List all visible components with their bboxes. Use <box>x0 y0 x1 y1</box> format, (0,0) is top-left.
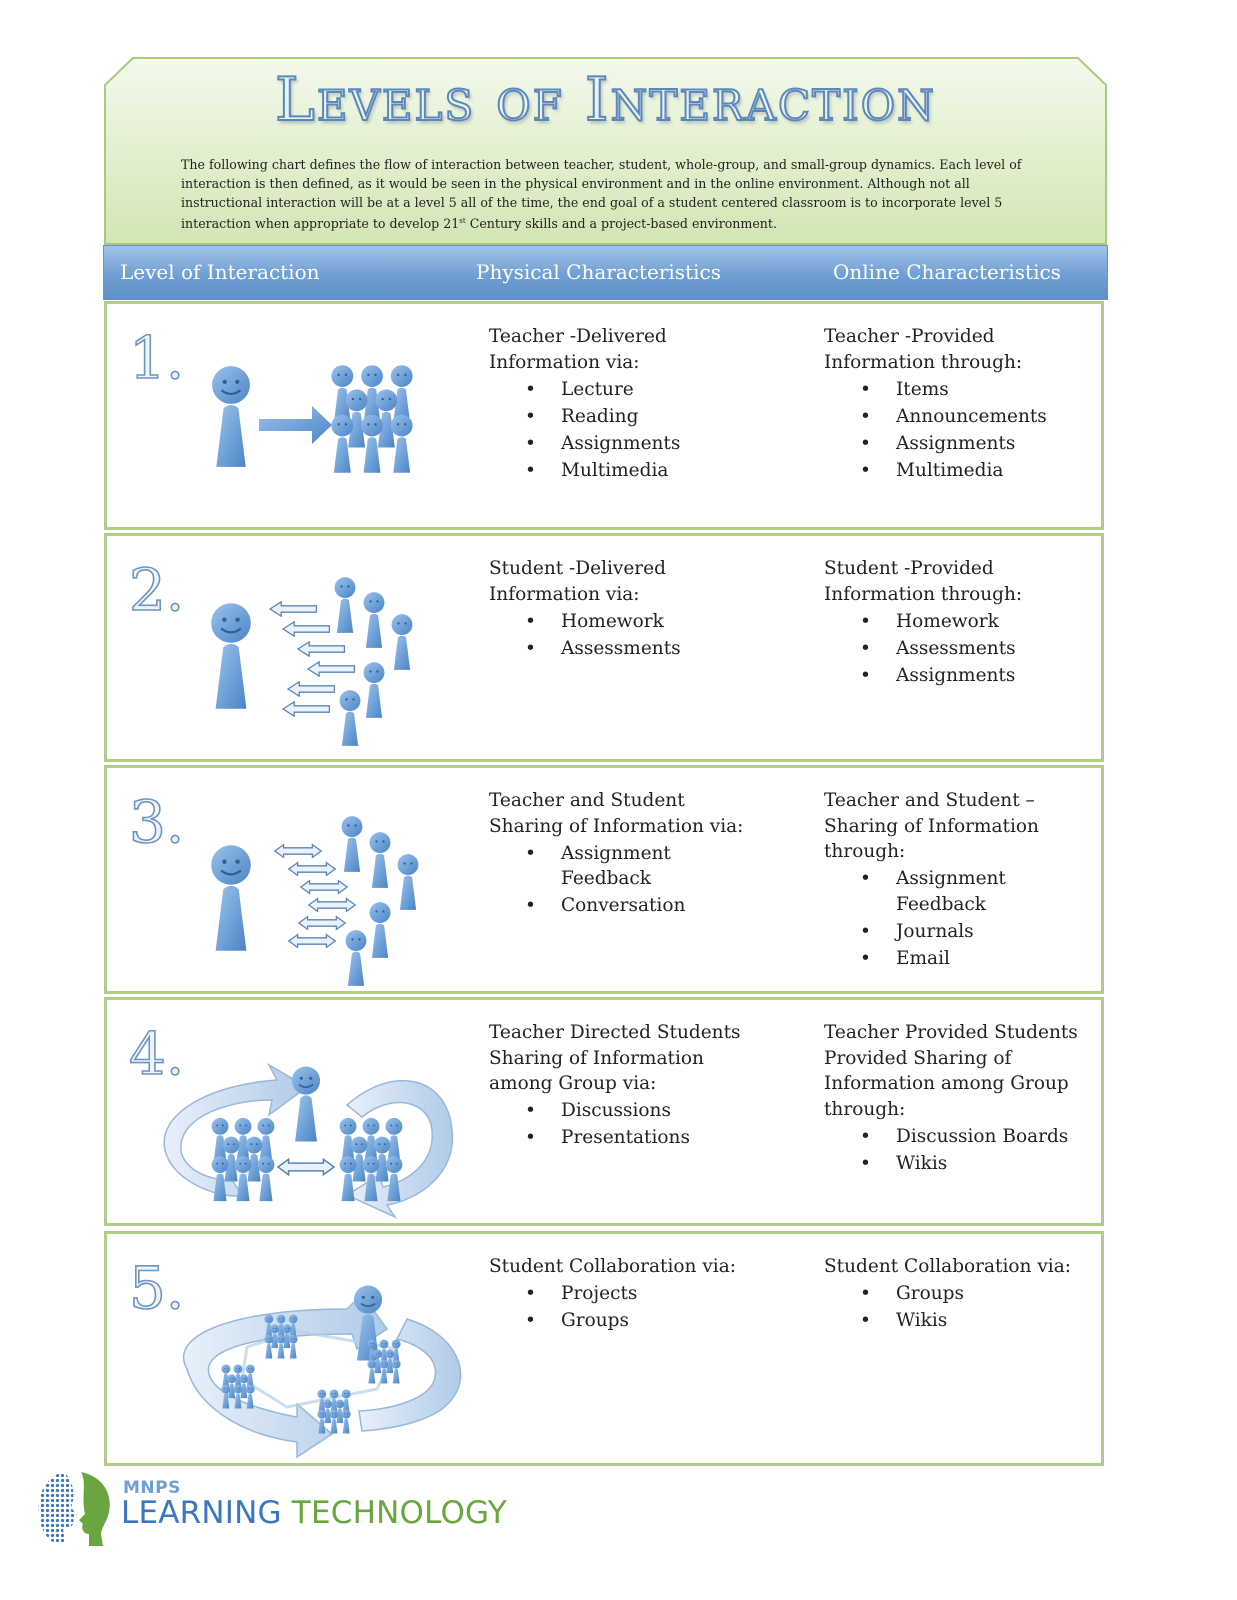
list-item: • Assignments <box>824 431 1094 457</box>
online-characteristics <box>824 324 1094 483</box>
level-number: 2. <box>129 556 185 624</box>
list-item: • Assignments <box>489 431 779 457</box>
intro-paragraph: The following chart defines the flow of interaction between teacher, student, whole-group, and small-group dynamics. Each level of interaction is then defined, as it would be seen in the physical environment and in the online environment. Although not all instructional interaction will be at a level 5 all of the time, the end goal of a student centered classroom is to incorporate level 5 interaction when appropriate to develop 21st Century skills and a project-based environment. <box>181 157 1022 232</box>
level-number: 1. <box>129 324 185 392</box>
list-item: • Multimedia <box>489 458 779 484</box>
column-header-bar <box>103 245 1108 300</box>
physical-characteristics <box>489 1254 779 1334</box>
physical-heading: Student Collaboration via: <box>489 1256 736 1277</box>
list-item: • Reading <box>489 404 779 430</box>
teacher-to-class-illustration <box>147 309 447 524</box>
list-item: • Assessments <box>824 636 1094 662</box>
physical-heading: Teacher -Delivered Information via: <box>489 326 667 373</box>
students-to-teacher-illustration <box>147 541 447 761</box>
online-characteristics <box>824 1254 1094 1334</box>
list-item: • Homework <box>489 609 779 635</box>
list-item: • Presentations <box>489 1125 779 1151</box>
page-title: Levels of Interaction <box>275 65 936 135</box>
list-item: • Lecture <box>489 377 779 403</box>
list-item: • Conversation <box>489 893 779 919</box>
list-item: • Multimedia <box>824 458 1094 484</box>
online-heading: Student -Provided Information through: <box>824 558 1023 605</box>
list-item: • Assessments <box>489 636 779 662</box>
level-row-1 <box>104 301 1104 530</box>
list-item: • Announcements <box>824 404 1094 430</box>
column-header-online: Online Characteristics <box>833 260 1061 284</box>
logo-mnps-text: MNPS <box>123 1478 181 1498</box>
teacher-student-exchange-illustration <box>147 773 447 993</box>
student-collaboration-illustration <box>147 1239 477 1464</box>
online-heading: Teacher Provided Students Provided Sharing of Information among Group through: <box>824 1022 1078 1120</box>
list-item: • Discussion Boards <box>824 1124 1094 1150</box>
physical-characteristics <box>489 788 779 919</box>
list-item: • Groups <box>489 1308 779 1334</box>
level-row-5 <box>104 1231 1104 1466</box>
list-item: • Email <box>824 946 1094 972</box>
list-item: • Assignment Feedback <box>824 866 1094 917</box>
list-item: • Groups <box>824 1281 1094 1307</box>
mnps-learning-technology-logo <box>35 1468 515 1548</box>
level-number: 3. <box>129 788 185 856</box>
level-row-2 <box>104 533 1104 762</box>
column-header-level: Level of Interaction <box>120 260 320 284</box>
level-number: 4. <box>129 1020 185 1088</box>
group-sharing-illustration <box>147 1005 467 1225</box>
physical-heading: Teacher and Student Sharing of Information via: <box>489 790 744 837</box>
title-banner <box>103 57 1108 245</box>
list-item: • Projects <box>489 1281 779 1307</box>
list-item: • Discussions <box>489 1098 779 1124</box>
physical-heading: Student -Delivered Information via: <box>489 558 666 605</box>
online-characteristics <box>824 1020 1094 1176</box>
physical-characteristics <box>489 556 779 661</box>
online-heading: Student Collaboration via: <box>824 1256 1071 1277</box>
physical-characteristics <box>489 1020 779 1151</box>
online-characteristics <box>824 788 1094 971</box>
list-item: • Assignment Feedback <box>489 841 779 892</box>
list-item: • Wikis <box>824 1308 1094 1334</box>
online-heading: Teacher and Student – Sharing of Information through: <box>824 790 1039 862</box>
online-heading: Teacher -Provided Information through: <box>824 326 1023 373</box>
physical-characteristics <box>489 324 779 483</box>
logo-learning-technology-text: LEARNING TECHNOLOGY <box>121 1495 507 1531</box>
level-number: 5. <box>129 1254 185 1322</box>
list-item: • Items <box>824 377 1094 403</box>
list-item: • Assignments <box>824 663 1094 689</box>
level-row-3 <box>104 765 1104 994</box>
column-header-physical: Physical Characteristics <box>476 260 721 284</box>
head-profile-icon <box>35 1468 115 1548</box>
list-item: • Journals <box>824 919 1094 945</box>
list-item: • Wikis <box>824 1151 1094 1177</box>
physical-heading: Teacher Directed Students Sharing of Information among Group via: <box>489 1022 741 1094</box>
online-characteristics <box>824 556 1094 688</box>
level-row-4 <box>104 997 1104 1226</box>
list-item: • Homework <box>824 609 1094 635</box>
